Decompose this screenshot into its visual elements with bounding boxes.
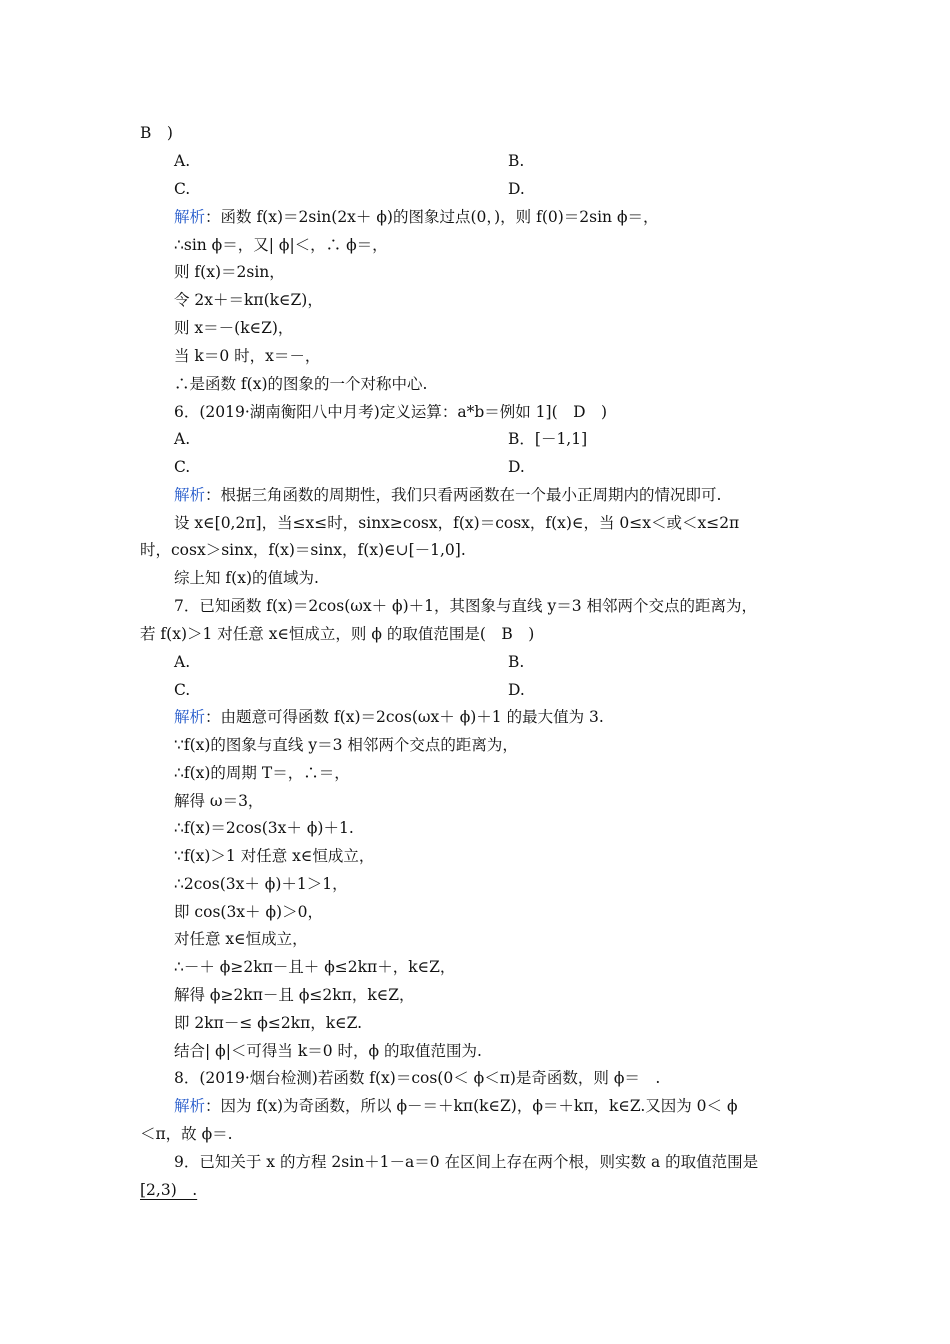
solution-line: 解得 ω＝3，	[174, 792, 264, 810]
solution-line: ∴f(x)＝2cos(3x＋ ϕ)＋1.	[174, 819, 354, 837]
option-c: C.	[174, 458, 191, 476]
solution-line: 则 f(x)＝2sin，	[174, 263, 285, 281]
solution-line: 则 x＝－(k∈Z)，	[174, 319, 294, 337]
option-a: A.	[174, 152, 191, 170]
solution-line: 当 k＝0 时，x＝－，	[174, 347, 321, 365]
solution-line: 解析：因为 f(x)为奇函数，所以 ϕ－＝＋kπ(k∈Z)，ϕ＝＋kπ，k∈Z.又因为 0＜ ϕ	[174, 1097, 738, 1115]
solution-tag: 解析	[174, 208, 206, 226]
option-a: A.	[174, 430, 191, 448]
solution-tag: 解析	[174, 1097, 206, 1115]
solution-tag: 解析	[174, 486, 206, 504]
solution-line: ∴2cos(3x＋ ϕ)＋1＞1，	[174, 875, 348, 893]
option-d: D.	[508, 458, 525, 476]
solution-line: 结合| ϕ|＜可得当 k＝0 时，ϕ 的取值范围为.	[174, 1042, 482, 1060]
option-d: D.	[508, 180, 525, 198]
solution-line: 设 x∈[0,2π]，当≤x≤时，sinx≥cosx，f(x)＝cosx，f(x)∈，当 0≤x＜或＜x≤2π	[174, 514, 740, 532]
solution-line: 解析：由题意可得函数 f(x)＝2cos(ωx＋ ϕ)＋1 的最大值为 3.	[174, 708, 604, 726]
solution-line: ∵f(x)＞1 对任意 x∈恒成立，	[174, 847, 375, 865]
solution-line: 解得 ϕ≥2kπ－且 ϕ≤2kπ，k∈Z，	[174, 986, 415, 1004]
question-9: 9．已知关于 x 的方程 2sin＋1－a＝0 在区间上存在两个根，则实数 a 的取值范围是	[174, 1153, 759, 1171]
solution-tag: 解析	[174, 708, 206, 726]
option-b: B．[－1,1]	[508, 430, 588, 448]
solution-line: 即 2kπ－≤ ϕ≤2kπ，k∈Z.	[174, 1014, 363, 1032]
solution-line: 综上知 f(x)的值域为.	[174, 569, 319, 587]
solution-line: 解析：函数 f(x)＝2sin(2x＋ ϕ)的图象过点(0，)，则 f(0)＝2sin ϕ＝，	[174, 208, 659, 226]
option-b: B.	[508, 152, 525, 170]
answer-continuation: B )	[140, 124, 173, 142]
solution-line: ∵f(x)的图象与直线 y＝3 相邻两个交点的距离为，	[174, 736, 518, 754]
solution-line: 解析：根据三角函数的周期性，我们只看两函数在一个最小正周期内的情况即可.	[174, 486, 722, 504]
solution-line: ∴sin ϕ＝，又| ϕ|＜，∴ ϕ＝，	[174, 236, 388, 254]
answer-blank: [2,3) .	[140, 1181, 198, 1199]
option-d: D.	[508, 681, 525, 699]
question-7-cont: 若 f(x)＞1 对任意 x∈恒成立，则 ϕ 的取值范围是( B )	[140, 625, 535, 643]
question-6: 6．(2019·湖南衡阳八中月考)定义运算：a*b＝例如 1]( D )	[174, 403, 608, 421]
solution-line: 时，cosx＞sinx，f(x)＝sinx，f(x)∈∪[－1,0].	[140, 541, 466, 559]
option-c: C.	[174, 681, 191, 699]
solution-line: ∴是函数 f(x)的图象的一个对称中心.	[174, 375, 428, 393]
solution-line: ∴－＋ ϕ≥2kπ－且＋ ϕ≤2kπ＋，k∈Z，	[174, 958, 456, 976]
solution-line: ＜π，故 ϕ＝.	[140, 1125, 233, 1143]
option-a: A.	[174, 653, 191, 671]
solution-line: 对任意 x∈恒成立，	[174, 930, 308, 948]
option-b: B.	[508, 653, 525, 671]
question-7: 7．已知函数 f(x)＝2cos(ωx＋ ϕ)＋1，其图象与直线 y＝3 相邻两个交点的距离为，	[174, 597, 757, 615]
question-8: 8．(2019·烟台检测)若函数 f(x)＝cos(0＜ ϕ＜π)是奇函数，则 ϕ＝ .	[174, 1069, 661, 1087]
solution-line: 即 cos(3x＋ ϕ)＞0，	[174, 903, 323, 921]
solution-line: 令 2x＋＝kπ(k∈Z)，	[174, 291, 323, 309]
solution-line: ∴f(x)的周期 T＝，∴＝，	[174, 764, 350, 782]
option-c: C.	[174, 180, 191, 198]
